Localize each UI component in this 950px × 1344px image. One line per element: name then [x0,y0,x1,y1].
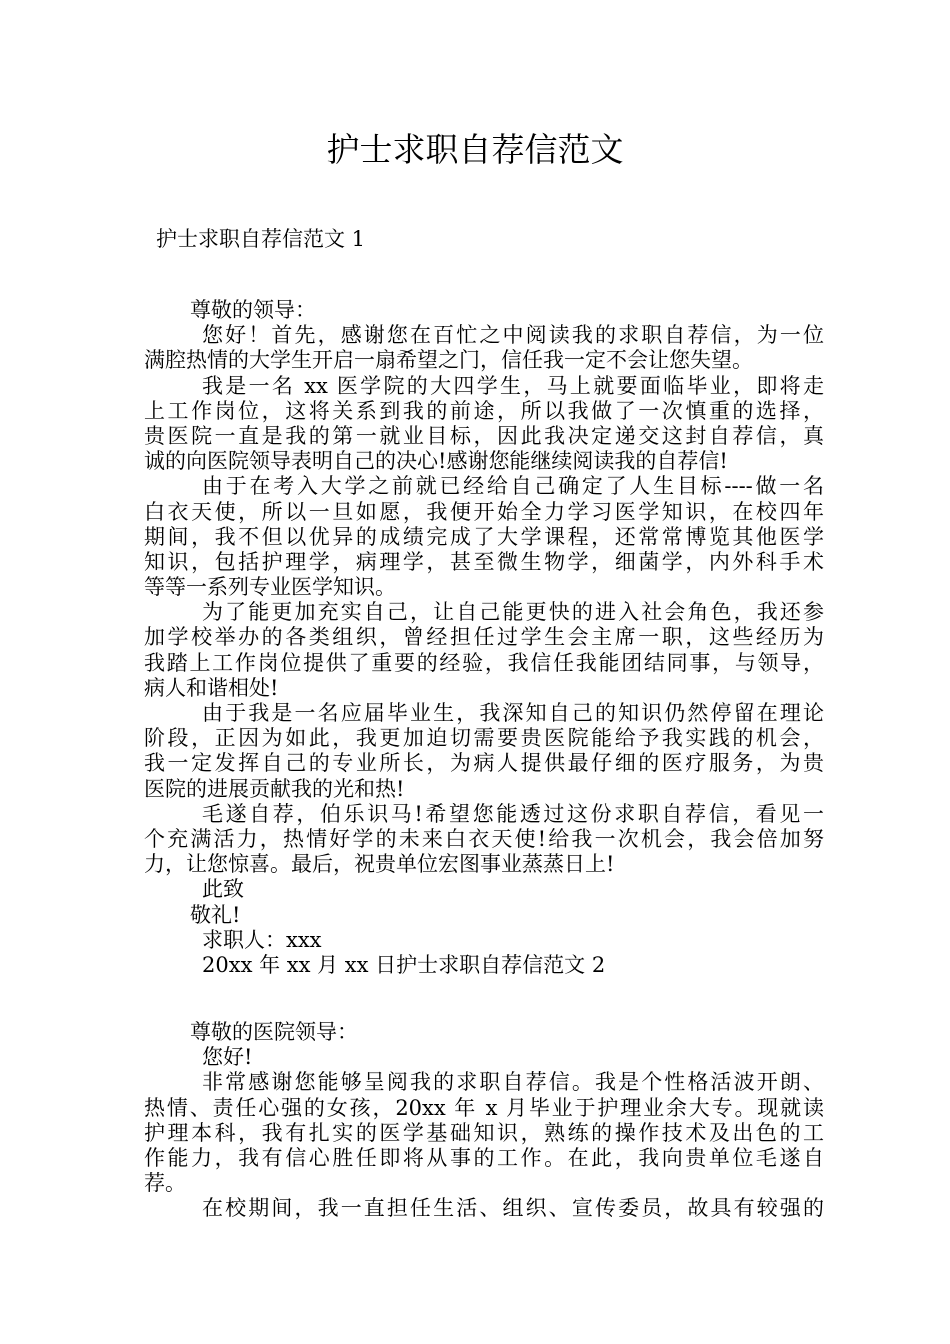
section-heading-1: 护士求职自荐信范文 1 [156,227,366,251]
letter-1-body [144,323,824,877]
text-line: 荐。 [144,1171,186,1196]
text-line: 在校期间，我一直担任生活、组织、宣传委员，故具有较强的 [202,1196,824,1221]
letter-2-salutation: 尊敬的医院领导： [190,1020,358,1044]
letter-1-salutation: 尊敬的领导： [190,298,316,322]
date-and-next-heading: 20xx 年 xx 月 xx 日护士求职自荐信范文 2 [202,952,606,977]
text-line: 力，让您惊喜。最后，祝贵单位宏图事业蒸蒸日上! [144,852,615,877]
text-line: 作能力，我有信心胜任即将从事的工作。在此，我向贵单位毛遂自 [144,1145,824,1170]
text-line: 加学校举办的各类组织，曾经担任过学生会主席一职，这些经历为 [144,625,824,650]
text-line: 诚的向医院领导表明自己的决心!感谢您能继续阅读我的自荐信! [144,449,728,474]
signature: 求职人：xxx [202,927,322,952]
text-line: 非常感谢您能够呈阅我的求职自荐信。我是个性格活波开朗、 [202,1070,824,1095]
text-line: 等等一系列专业医学知识。 [144,575,396,600]
letter-2 [144,1020,824,1222]
text-line: 白衣天使，所以一旦如愿，我便开始全力学习医学知识，在校四年 [144,499,824,524]
text-line: 由于我是一名应届毕业生，我深知自己的知识仍然停留在理论 [202,701,824,725]
text-line: 上工作岗位，这将关系到我的前途，所以我做了一次慎重的选择， [144,398,824,423]
text-line: 个充满活力，热情好学的未来白衣天使!给我一次机会，我会倍加努 [144,826,824,851]
text-line: 为了能更加充实自己，让自己能更快的进入社会角色，我还参 [202,600,824,625]
closing-line-1: 此致 [202,877,244,902]
text-line: 您好！首先，感谢您在百忙之中阅读我的求职自荐信，为一位 [202,323,824,348]
text-line: 我一定发挥自己的专业所长，为病人提供最仔细的医疗服务，为贵 [144,751,824,776]
text-line: 热情、责任心强的女孩，20xx 年 x 月毕业于护理业余大专。现就读 [144,1095,824,1120]
letter-1 [144,298,824,978]
document-title: 护士求职自荐信范文 [326,130,624,169]
text-line: 护理本科，我有扎实的医学基础知识，熟练的操作技术及出色的工 [144,1120,824,1145]
text-line: 知识，包括护理学，病理学，甚至微生物学，细菌学，内外科手术 [144,549,824,574]
text-line: 由于在考入大学之前就已经给自己确定了人生目标----做一名 [202,474,824,499]
text-line: 阶段，正因为如此，我更加迫切需要贵医院能给予我实践的机会， [144,726,824,751]
text-line: 我踏上工作岗位提供了重要的经验，我信任我能团结同事，与领导， [144,650,824,675]
text-line: 期间，我不但以优异的成绩完成了大学课程，还常常博览其他医学 [144,524,824,549]
letter-2-body [144,1070,824,1221]
text-line: 毛遂自荐，伯乐识马!希望您能透过这份求职自荐信，看见一 [202,801,824,826]
text-line: 贵医院一直是我的第一就业目标，因此我决定递交这封自荐信，真 [144,423,824,448]
text-line: 满腔热情的大学生开启一扇希望之门，信任我一定不会让您失望。 [144,348,753,373]
letter-2-greeting: 您好! [202,1045,253,1070]
text-line: 医院的进展贡献我的光和热! [144,776,405,801]
text-line: 我是一名 xx 医学院的大四学生，马上就要面临毕业，即将走 [202,373,824,398]
closing-line-2: 敬礼! [190,902,241,927]
text-line: 病人和谐相处! [144,675,279,700]
